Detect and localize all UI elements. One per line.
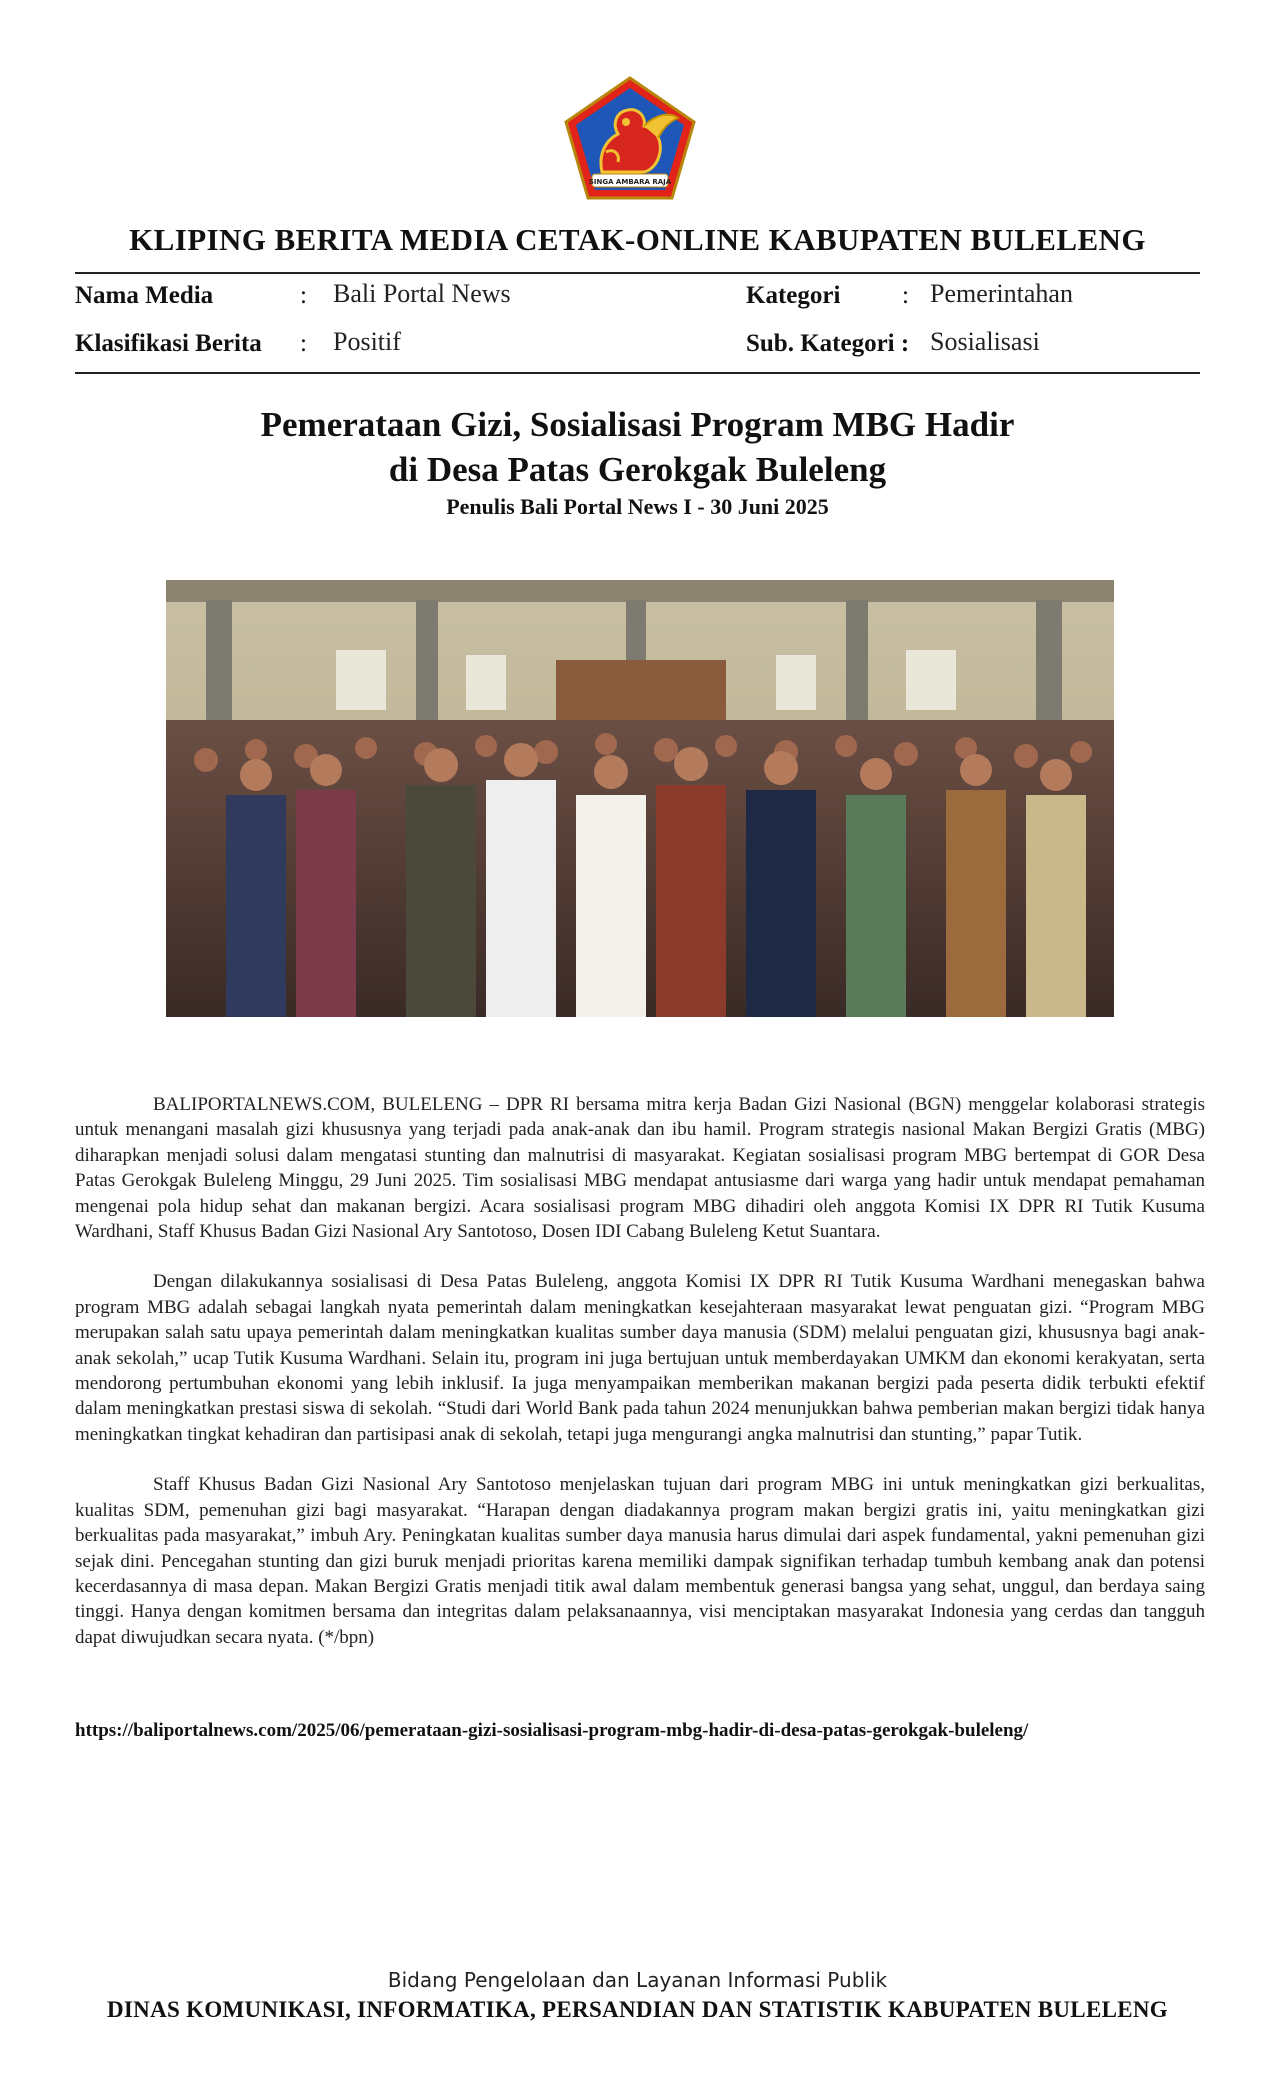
divider-top: [75, 272, 1200, 274]
article-photo: [166, 580, 1114, 1017]
source-link[interactable]: https://baliportalnews.com/2025/06/pemerataan-gizi-sosialisasi-program-mbg-hadir-di-desa-patas-gerokgak-buleleng/: [75, 1720, 1029, 1741]
klasifikasi-label: Klasifikasi Berita: [75, 330, 262, 357]
article-body: [75, 1092, 1205, 1675]
kategori-value: Pemerintahan: [930, 279, 1073, 308]
article-headline-line2: di Desa Patas Gerokgak Buleleng: [388, 450, 887, 489]
logo-motto: SINGA AMBARA RAJA: [588, 178, 672, 186]
klasifikasi-colon: :: [300, 330, 307, 357]
footer-agency: DINAS KOMUNIKASI, INFORMATIKA, PERSANDIAN DAN STATISTIK KABUPATEN BULELENG: [107, 1997, 1168, 2022]
article-paragraph-1: BALIPORTALNEWS.COM, BULELENG – DPR RI bersama mitra kerja Badan Gizi Nasional (BGN) menggelar kolaborasi strategis untuk menangani masalah gizi khususnya yang terjadi pada anak-anak dan ibu hamil. Program strategis nasional Makan Bergizi Gratis (MBG) diharapkan menjadi solusi dalam mengatasi stunting dan malnutrisi di masyarakat. Kegiatan sosialisasi program MBG bertempat di GOR Desa Patas Gerokgak Buleleng Minggu, 29 Juni 2025. Tim sosialisasi MBG mendapat antusiasme dari warga yang hadir untuk mendapat pemahaman mengenai pola hidup sehat dan makanan bergizi. Acara sosialisasi program MBG dihadiri oleh anggota Komisi IX DPR RI Tutik Kusuma Wardhani, Staff Khusus Badan Gizi Nasional Ary Santotoso, Dosen IDI Cabang Buleleng Ketut Suantara.: [75, 1094, 1205, 1243]
article-paragraph-2: Dengan dilakukannya sosialisasi di Desa Patas Buleleng, anggota Komisi IX DPR RI Tutik Kusuma Wardhani menegaskan bahwa program MBG adalah sebagai langkah nyata pemerintah dalam meningkatkan kesejahteraan masyarakat lewat penguatan gizi. “Program MBG merupakan salah satu upaya pemerintah dalam meningkatkan kualitas sumber daya manusia (SDM) melalui penguatan gizi, khususnya bagi anak-anak sekolah,” ucap Tutik Kusuma Wardhani. Selain itu, program ini juga bertujuan untuk memberdayakan UMKM dan ekonomi kerakyatan, serta mendorong pertumbuhan ekonomi yang lebih inklusif. Ia juga menyampaikan memberikan makanan bergizi pada peserta didik terbukti efektif dalam meningkatkan prestasi siswa di sekolah. “Studi dari World Bank pada tahun 2024 menunjukkan bahwa pemberian makan bergizi tidak hanya meningkatkan tingkat kehadiran dan partisipasi anak di sekolah, tetapi juga mengurangi angka malnutrisi dan stunting,” papar Tutik.: [75, 1271, 1205, 1445]
article-headline-line1: Pemerataan Gizi, Sosialisasi Program MBG Hadir: [260, 405, 1015, 444]
kategori-label: Kategori: [746, 282, 841, 309]
media-label: Nama Media: [75, 282, 214, 309]
media-value: Bali Portal News: [333, 279, 511, 308]
article-paragraph-3: Staff Khusus Badan Gizi Nasional Ary Santotoso menjelaskan tujuan dari program MBG ini untuk meningkatkan gizi berkualitas, kualitas SDM, pemenuhan gizi bagi masyarakat. “Harapan dengan diadakannya program makan bergizi gratis ini, yaitu meningkatkan gizi berkualitas pada masyarakat,” imbuh Ary. Peningkatan kualitas sumber daya manusia harus dimulai dari aspek fundamental, yakni pemenuhan gizi sejak dini. Pencegahan stunting dan gizi buruk menjadi prioritas karena memiliki dampak signifikan terhadap tumbuh kembang anak dan potensi kecerdasannya di masa depan. Makan Bergizi Gratis menjadi titik awal dalam membentuk generasi bangsa yang sehat, unggul, dan berdaya saing tinggi. Hanya dengan komitmen bersama dan integritas dalam pelaksanaannya, visi menciptakan masyarakat Indonesia yang cerdas dan tangguh dapat diwujudkan secara nyata. (*/bpn): [75, 1474, 1205, 1648]
divider-bottom: [75, 372, 1200, 374]
footer-department: Bidang Pengelolaan dan Layanan Informasi Publik: [387, 1968, 888, 1992]
subkategori-value: Sosialisasi: [930, 327, 1040, 356]
kategori-colon: :: [902, 282, 909, 309]
buleleng-regency-logo: [562, 74, 698, 202]
klasifikasi-value: Positif: [333, 327, 401, 356]
media-colon: :: [300, 282, 307, 309]
subkategori-label: Sub. Kategori :: [746, 330, 910, 357]
clipping-title: KLIPING BERITA MEDIA CETAK-ONLINE KABUPATEN BULELENG: [129, 222, 1146, 257]
article-byline: Penulis Bali Portal News I - 30 Juni 2025: [446, 494, 829, 519]
